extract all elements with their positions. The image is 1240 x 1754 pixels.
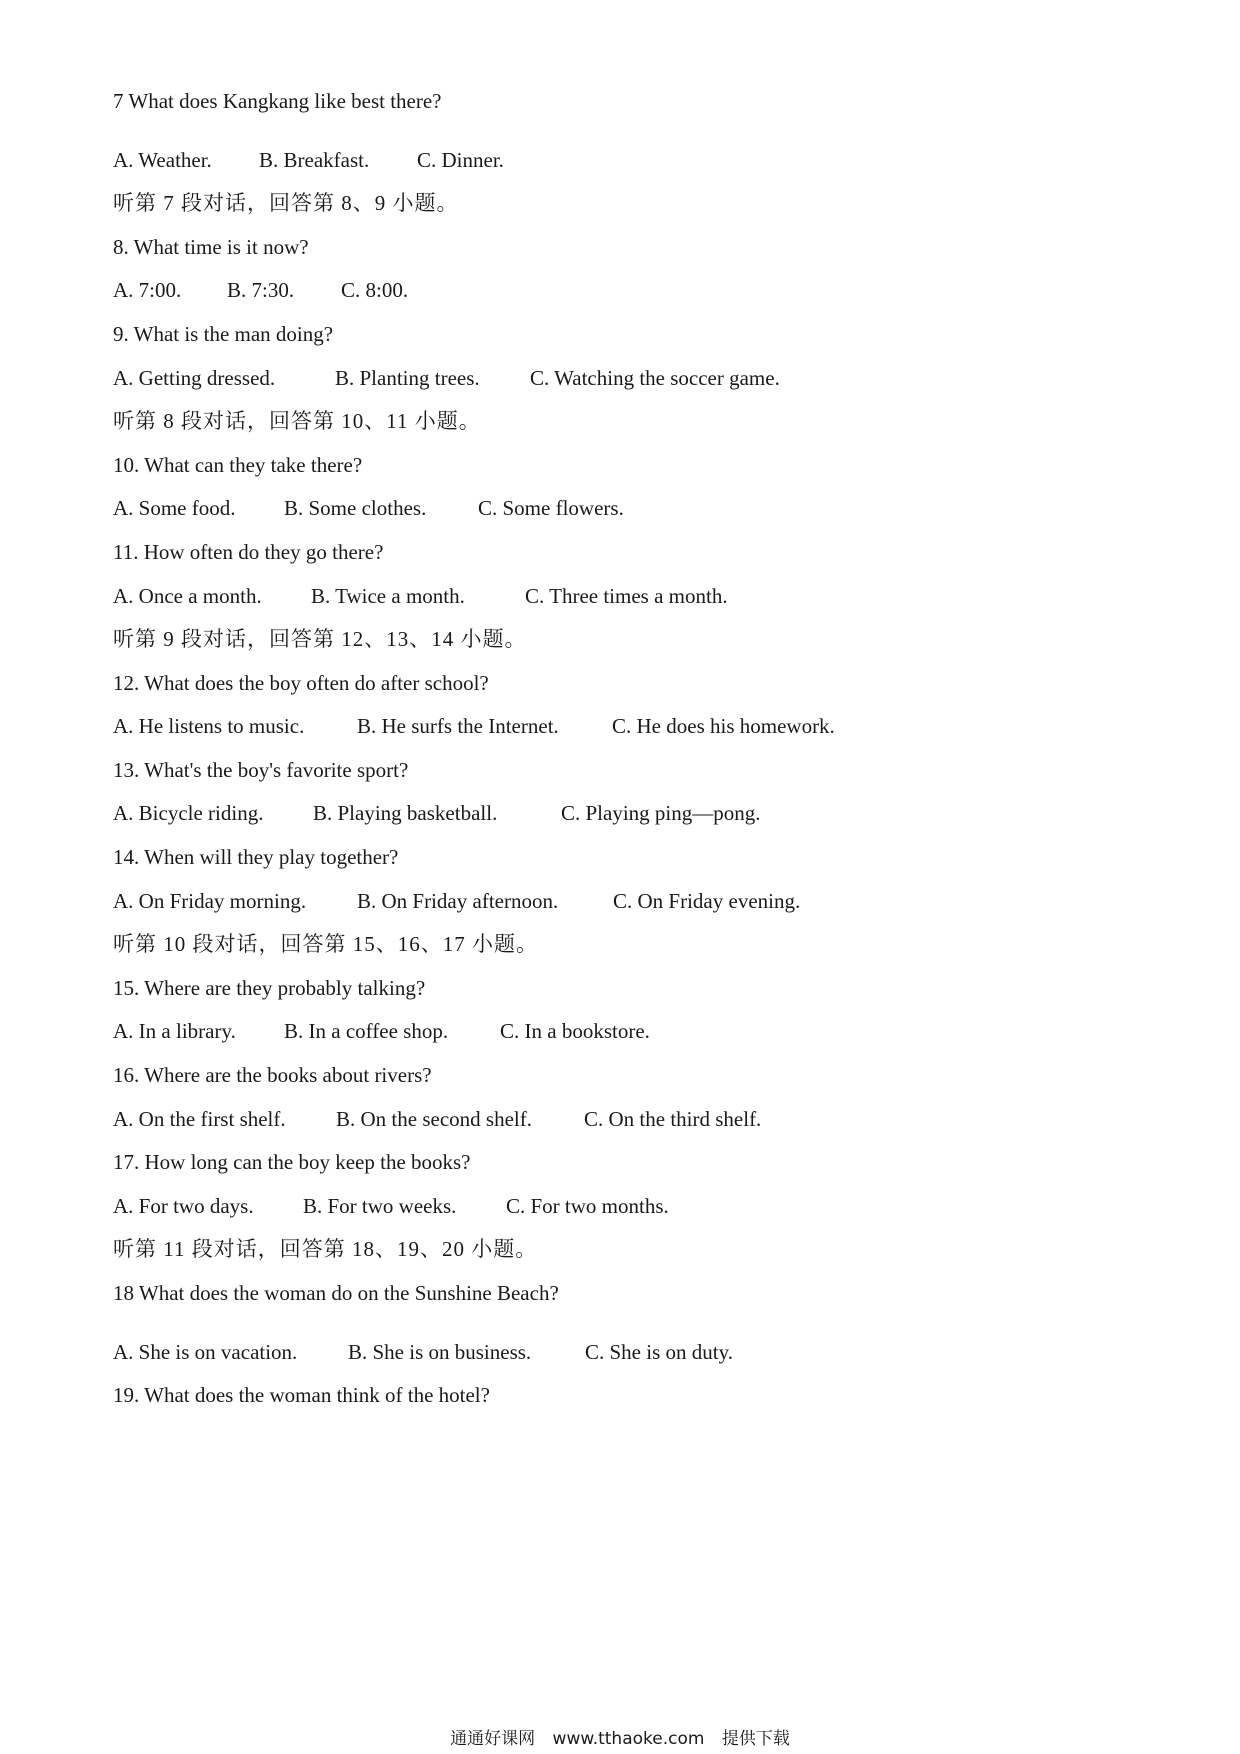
question-text: 13. What's the boy's favorite sport? — [113, 758, 409, 782]
answer-option: B. Playing basketball. — [313, 801, 498, 825]
answer-option: A. 7:00. — [113, 278, 182, 302]
page-footer — [0, 1728, 1240, 1750]
answer-option: A. Getting dressed. — [113, 366, 276, 390]
answer-option: B. Breakfast. — [259, 148, 370, 172]
answer-options — [0, 1193, 1240, 1219]
answer-option: B. Twice a month. — [311, 584, 465, 608]
footer-tagline: 提供下载 — [721, 1729, 790, 1749]
answer-options — [0, 147, 1240, 173]
question-text: 15. Where are they probably talking? — [113, 976, 426, 1000]
answer-option: C. Three times a month. — [525, 584, 728, 608]
question-text: 18 What does the woman do on the Sunshine Beach? — [113, 1281, 559, 1305]
answer-options — [0, 713, 1240, 739]
question-text: 16. Where are the books about rivers? — [113, 1063, 432, 1087]
answer-option: B. On Friday afternoon. — [357, 889, 559, 913]
question-text: 19. What does the woman think of the hotel? — [113, 1383, 490, 1407]
answer-options — [0, 800, 1240, 826]
question-text: 7 What does Kangkang like best there? — [113, 89, 442, 113]
answer-option: A. On the first shelf. — [113, 1107, 286, 1131]
answer-option: C. Playing ping—pong. — [561, 801, 761, 825]
answer-option: A. She is on vacation. — [113, 1340, 298, 1364]
answer-options — [0, 1106, 1240, 1132]
answer-option: C. In a bookstore. — [500, 1019, 650, 1043]
answer-option: A. Weather. — [113, 148, 212, 172]
answer-option: C. On the third shelf. — [584, 1107, 762, 1131]
answer-option: A. Once a month. — [113, 584, 262, 608]
answer-option: B. Planting trees. — [335, 366, 480, 390]
question-text: 10. What can they take there? — [113, 453, 363, 477]
answer-option: B. On the second shelf. — [336, 1107, 532, 1131]
question-text: 8. What time is it now? — [113, 235, 309, 259]
section-instruction: 听第 11 段对话，回答第 18、19、20 小题。 — [113, 1237, 538, 1261]
section-instruction: 听第 8 段对话，回答第 10、11 小题。 — [113, 409, 481, 433]
answer-options — [0, 365, 1240, 391]
answer-options — [0, 583, 1240, 609]
answer-options — [0, 888, 1240, 914]
answer-options — [0, 1339, 1240, 1365]
answer-option: A. He listens to music. — [113, 714, 305, 738]
answer-option: B. She is on business. — [348, 1340, 532, 1364]
answer-option: C. Dinner. — [417, 148, 504, 172]
answer-option: A. On Friday morning. — [113, 889, 307, 913]
answer-option: A. Bicycle riding. — [113, 801, 264, 825]
answer-option: A. For two days. — [113, 1194, 254, 1218]
question-text: 12. What does the boy often do after school? — [113, 671, 489, 695]
section-instruction: 听第 10 段对话，回答第 15、16、17 小题。 — [113, 932, 538, 956]
answer-option: B. 7:30. — [227, 278, 295, 302]
footer-url[interactable]: www.tthaoke.com — [552, 1729, 705, 1749]
section-instruction: 听第 7 段对话，回答第 8、9 小题。 — [113, 191, 459, 215]
answer-option: B. He surfs the Internet. — [357, 714, 559, 738]
answer-option: A. In a library. — [113, 1019, 236, 1043]
answer-option: C. He does his homework. — [612, 714, 835, 738]
answer-option: C. Some flowers. — [478, 496, 624, 520]
answer-option: C. On Friday evening. — [613, 889, 801, 913]
answer-options — [0, 495, 1240, 521]
question-text: 9. What is the man doing? — [113, 322, 334, 346]
answer-option: B. Some clothes. — [284, 496, 427, 520]
question-text: 14. When will they play together? — [113, 845, 399, 869]
answer-options — [0, 1018, 1240, 1044]
answer-option: C. She is on duty. — [585, 1340, 733, 1364]
answer-option: A. Some food. — [113, 496, 236, 520]
question-text: 11. How often do they go there? — [113, 540, 384, 564]
answer-options — [0, 277, 1240, 303]
section-instruction: 听第 9 段对话，回答第 12、13、14 小题。 — [113, 627, 527, 651]
question-text: 17. How long can the boy keep the books? — [113, 1150, 471, 1174]
answer-option: B. In a coffee shop. — [284, 1019, 449, 1043]
answer-option: C. For two months. — [506, 1194, 669, 1218]
footer-site-name: 通通好课网 — [450, 1729, 536, 1749]
answer-option: C. Watching the soccer game. — [530, 366, 780, 390]
answer-option: B. For two weeks. — [303, 1194, 457, 1218]
answer-option: C. 8:00. — [341, 278, 409, 302]
